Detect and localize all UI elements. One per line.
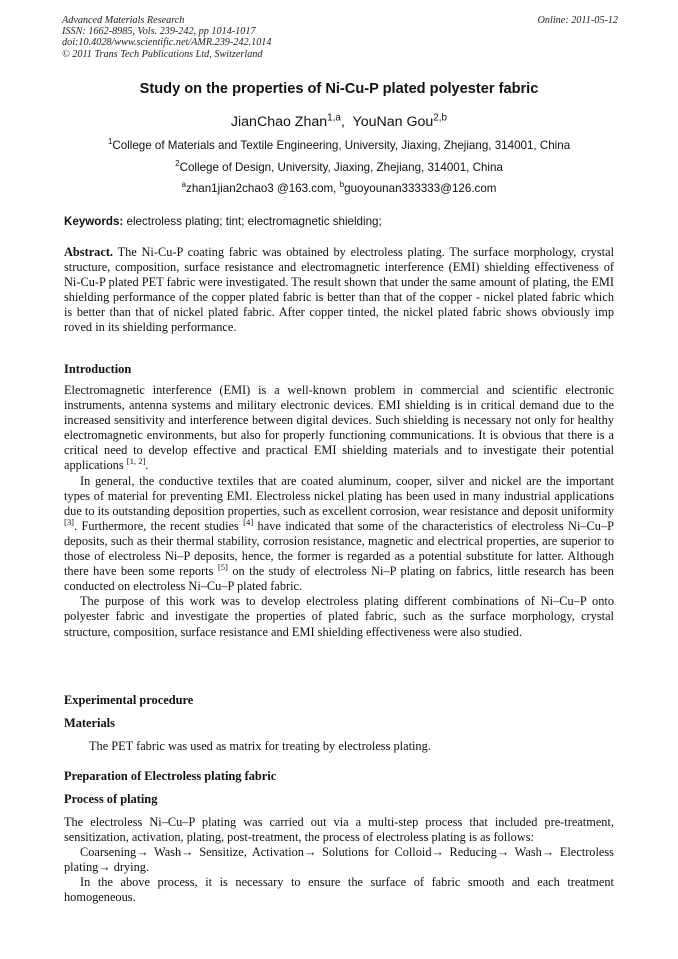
author-2-sup: 2,b [433,112,448,124]
affiliation-2-text: College of Design, University, Jiaxing, Zhejiang, 314001, China [179,161,503,174]
introduction-body [64,383,614,640]
journal-issn: ISSN: 1662-8985, Vols. 239-242, pp 1014-1017 [62,26,256,38]
process-body [64,815,614,906]
journal-name: Advanced Materials Research [62,15,185,26]
preparation-heading: Preparation of Electroless plating fabric [64,769,277,783]
process-paragraph-2: Coarsening→ Wash→ Sensitize, Activation→ Solutions for Colloid→ Reducing→ Wash→ Electroless plating→ drying. [64,845,614,875]
experimental-heading: Experimental procedure [64,693,194,707]
process-paragraph-1: The electroless Ni–Cu–P plating was carried out via a multi-step process that included pre-treatment, sensitization, activation, plating, post-treatment, the process of electroless plating is as follows: [64,815,614,845]
email-b-sup: b [339,180,345,190]
intro-p2-text-c: have indicated that some of the characteristics of electroless Ni–Cu–P deposits, such as their thermal stability, corrosion resistance, magnetic and electrical properties, are superior to those of electroless Ni–P deposits, hence, the former is regarded as a potential substitute for latter. Although there have been some reports [64,518,614,579]
intro-p1-text: Electromagnetic interference (EMI) is a well-known problem in commercial and scientific electronic instruments, antenna systems and military electronic devices. EMI shielding is in critical demand due to the increased sensitivity and interference between digital devices. Such shielding is necessary not only for healthy electromagnetic environments, but also for properly functioning communications. It is obvious that there is a critical need to develop effective and practical EMI shielding materials and to investigate their potential applications [64,383,614,473]
citation-5: [5] [217,562,228,573]
affiliation-1 [0,139,678,152]
keywords-label: Keywords: [64,215,124,228]
affiliation-1-sup: 1 [107,137,113,147]
keywords-text: electroless plating; tint; electromagnetic shielding; [123,215,382,228]
author-1-name: JianChao Zhan [230,114,328,130]
citation-1-2: [1, 2] [126,456,146,467]
intro-p1-end: . [145,458,149,473]
author-2-name: YouNan Gou [352,114,434,130]
author-1-sup: 1,a [327,112,341,124]
journal-doi: doi:10.4028/www.scientific.net/AMR.239-242.1014 [62,37,272,49]
author-line [0,114,678,130]
abstract [64,245,614,336]
affiliation-1-text: College of Materials and Textile Engineering, University, Jiaxing, Zhejiang, 314001, China [112,139,571,152]
materials-heading: Materials [64,716,115,730]
intro-paragraph-3: The purpose of this work was to develop electroless plating different combinations of Ni–Cu–P onto polyester fabric and investigate the properties of plated fabric, such as the surface morphology, crystal structure, composition, surface resistance and EMI shielding effectiveness were also studied. [64,594,614,639]
email-a-sup: a [181,180,187,190]
intro-p2-text-a: In general, the conductive textiles that are coated aluminum, cooper, silver and nickel are the important types of material for preventing EMI. Electroless nickel plating has been used in many industrial applications due to its outstanding deposition properties, such as excellent corrosion, wear resistance and deposit uniformity [64,473,614,518]
affiliation-2-sup: 2 [175,159,180,169]
author-separator: , [340,114,353,130]
email-a: zhan1jian2chao3 @163.com, [186,182,340,195]
citation-4: [4] [243,516,254,527]
journal-copyright: © 2011 Trans Tech Publications Ltd, Switzerland [62,48,263,60]
process-heading: Process of plating [64,792,158,806]
online-date: Online: 2011-05-12 [537,15,618,26]
intro-paragraph-2 [64,474,614,595]
journal-header [62,15,618,60]
intro-paragraph-1 [64,383,614,474]
author-emails [0,182,678,195]
introduction-heading: Introduction [64,362,132,376]
abstract-label: Abstract. [64,245,114,259]
citation-3: [3] [64,516,75,527]
intro-p2-text-d: on the study of electroless Ni–P plating on fabrics, little research has been conducted on electroless Ni–Cu–P plated fabric. [64,564,614,594]
keywords [64,215,382,228]
affiliation-2 [0,161,678,174]
abstract-text: The Ni-Cu-P coating fabric was obtained by electroless plating. The surface morphology, crystal structure, composition, surface resistance and electromagnetic interference (EMI) shielding effectiveness of Ni-Cu-P plated PET fabric were investigated. The result shown that under the same amount of plating, the EMI shielding performance of the copper plated fabric is better than that of the copper - nickel plated fabric which is better than that of nickel plated fabric. After copper tinted, the nickel plated fabric shows obviously imp roved in its shielding performance. [64,245,614,335]
materials-text: The PET fabric was used as matrix for treating by electroless plating. [89,739,431,753]
paper-title: Study on the properties of Ni-Cu-P plated polyester fabric [139,81,539,97]
intro-p2-text-b: . Furthermore, the recent studies [74,518,244,533]
process-paragraph-3: In the above process, it is necessary to ensure the surface of fabric smooth and each treatment homogeneous. [64,875,614,905]
email-b: guoyounan333333@126.com [344,182,497,195]
